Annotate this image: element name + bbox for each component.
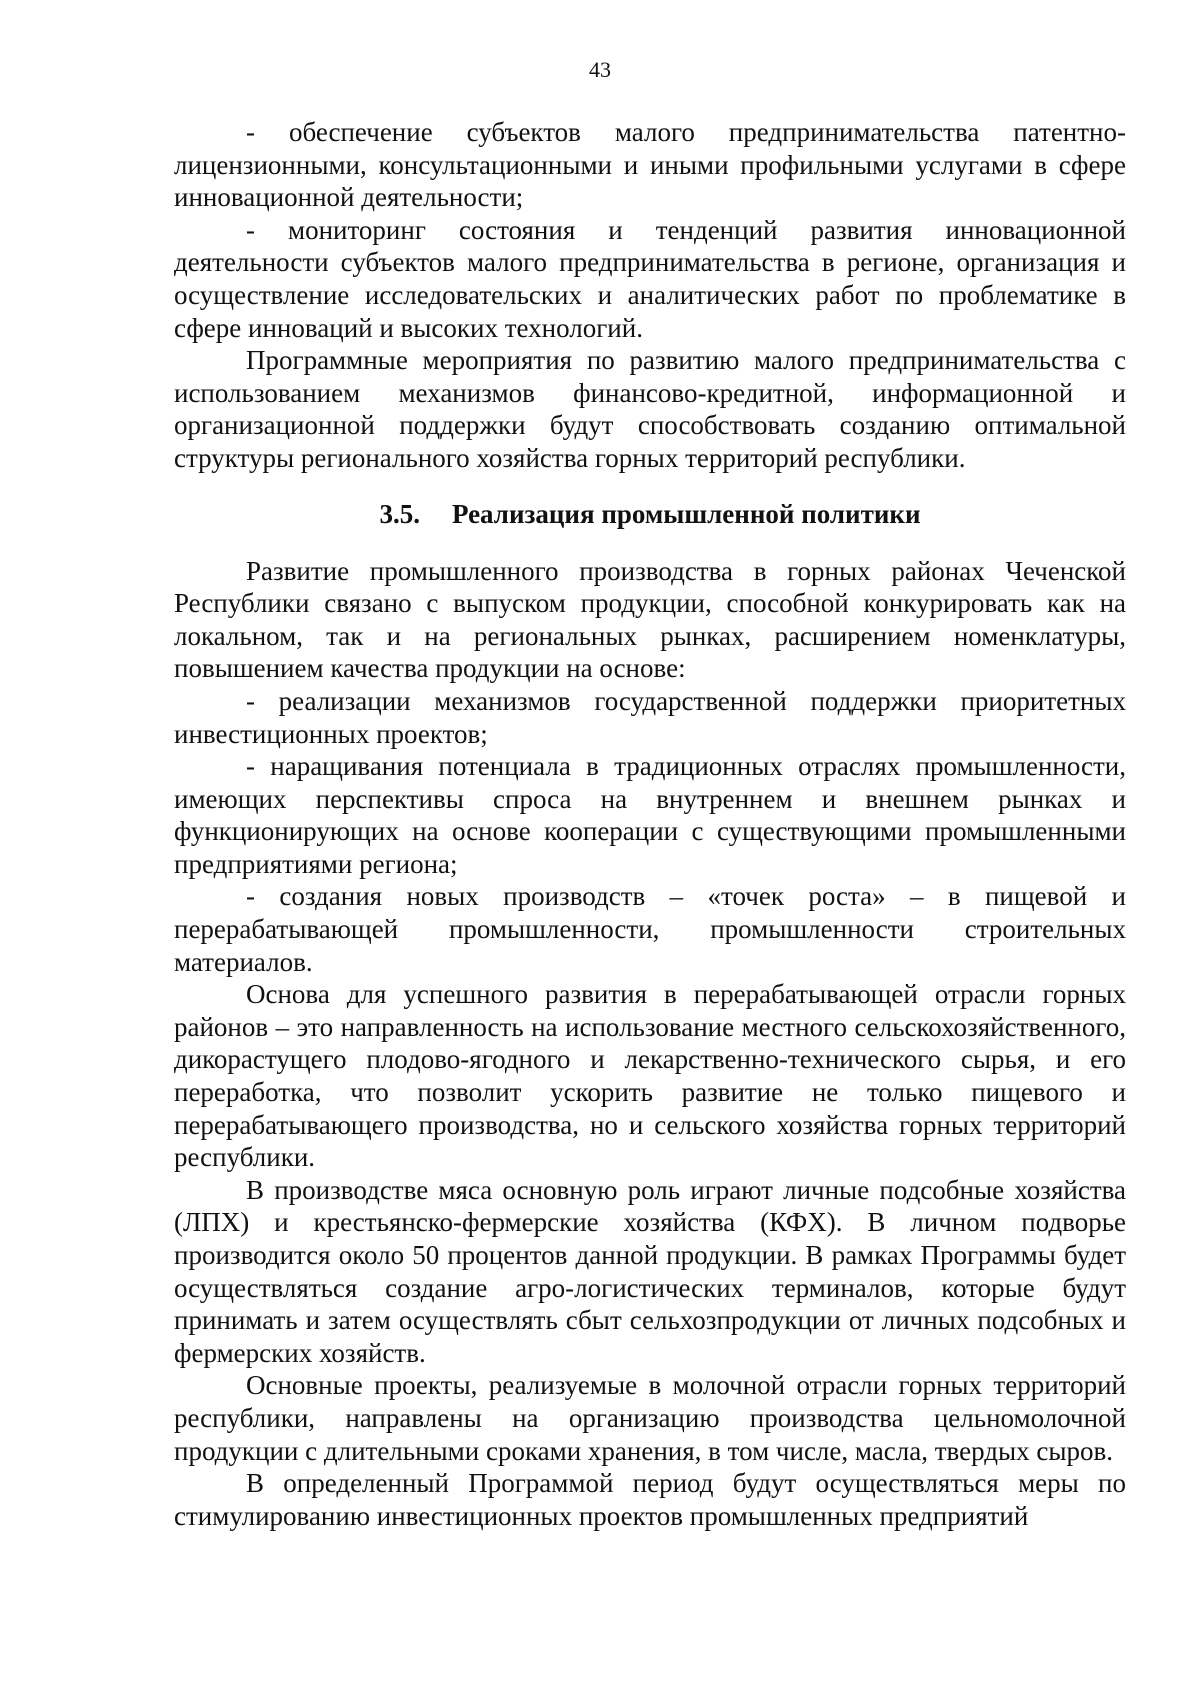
page-number: 43 — [589, 57, 611, 82]
paragraph-state-support: - реализации механизмов государственной поддержки приоритетных инвестиционных проектов; — [174, 685, 1126, 749]
section-title: Реализация промышленной политики — [451, 498, 921, 529]
paragraph-industrial-development: Развитие промышленного производства в горных районах Чеченской Республики связано с выпуском продукции, способной конкурировать как на локальном, так и на региональных рынках, расширением номенклатуры, повышением качества продукции на основе: — [174, 555, 1126, 684]
paragraph-meat-production: В производстве мяса основную роль играют личные подсобные хозяйства (ЛПХ) и крестьянско-фермерские хозяйства (КФХ). В личном подворье производится около 50 процентов данной продукции. В рамках Программы будет осуществляться создание агро-логистических терминалов, которые будут принимать и затем осуществлять сбыт сельхозпродукции от личных подсобных и фермерских хозяйств. — [174, 1174, 1126, 1368]
paragraph-dairy-projects: Основные проекты, реализуемые в молочной отрасли горных территорий республики, направлены на организацию производства цельномолочной продукции с длительными сроками хранения, в том числе, масла, твердых сыров. — [174, 1370, 1126, 1466]
paragraph-program-measures: Программные мероприятия по развитию малого предпринимательства с использованием механизмов финансово-кредитной, информационной и организационной поддержки будут способствовать созданию оптимальной структуры регионального хозяйства горных территорий республики. — [174, 345, 1126, 473]
paragraph-patent-services: - обеспечение субъектов малого предпринимательства патентно-лицензионными, консультационными и иными профильными услугами в сфере инновационной деятельности; — [174, 117, 1126, 213]
section-number: 3.5. — [379, 498, 420, 529]
paragraph-monitoring: - мониторинг состояния и тенденций развития инновационной деятельности субъектов малого предпринимательства в регионе, организация и осуществление исследовательских и аналитических работ по проблематике в сфере инноваций и высоких технологий. — [174, 214, 1126, 343]
paragraph-processing-basis: Основа для успешного развития в перерабатывающей отрасли горных районов – это направленность на использование местного сельскохозяйственного, дикорастущего плодово-ягодного и лекарственно-технического сырья, и его переработка, что позволит ускорить развитие не только пищевого и перерабатывающего производства, но и сельского хозяйства горных территорий республики. — [174, 979, 1126, 1173]
document-body — [174, 116, 1126, 1532]
section-heading — [174, 497, 1126, 531]
paragraph-traditional-industries: - наращивания потенциала в традиционных отраслях промышленности, имеющих перспективы спроса на внутреннем и внешнем рынках и функционирующих на основе кооперации с существующими промышленными предприятиями региона; — [174, 751, 1126, 879]
paragraph-growth-points: - создания новых производств – «точек роста» – в пищевой и перерабатывающей промышленности, промышленности строительных материалов. — [174, 881, 1126, 977]
paragraph-investment-measures: В определенный Программой период будут осуществляться меры по стимулированию инвестиционных проектов промышленных предприятий — [174, 1468, 1126, 1531]
